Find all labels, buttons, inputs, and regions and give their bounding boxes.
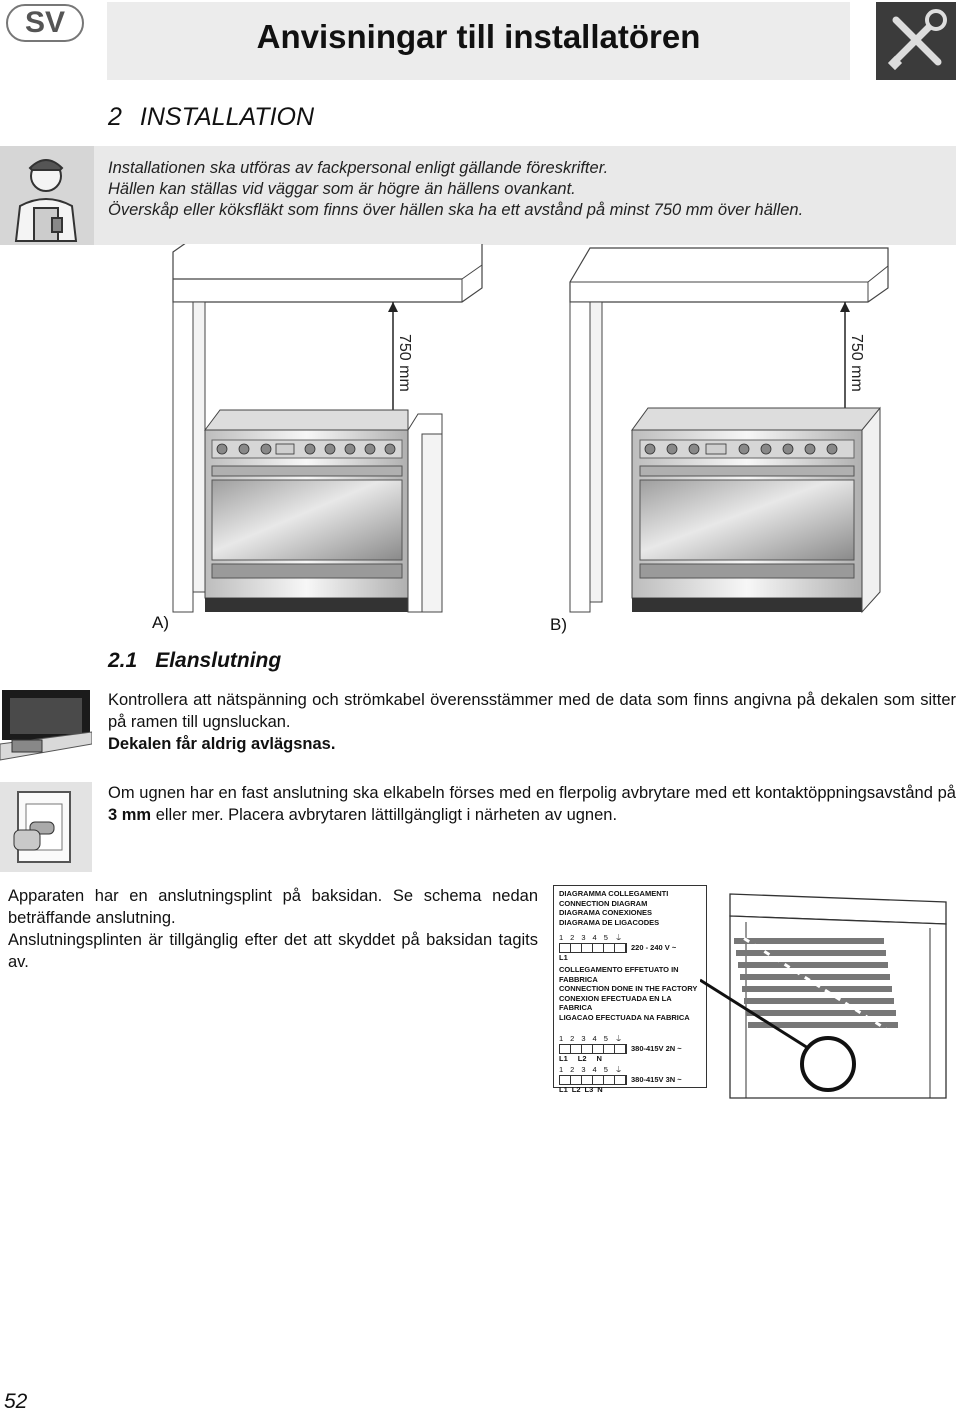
terminal-number: 3 <box>581 1034 586 1043</box>
gap-value: 3 mm <box>108 806 152 824</box>
terminal-number: 4 <box>592 933 597 942</box>
paragraph-decal-text: Kontrollera att nätspänning och strömkabel överensstämmer med de data som finns angivna på dekalen som sitter på ramen till ugnsluckan. <box>108 691 956 731</box>
voltage-label: 380-415V 3N ~ <box>631 1074 682 1084</box>
phase-labels-row3 <box>559 1085 701 1095</box>
tools-icon <box>876 2 956 80</box>
terminal-number: 5 <box>603 1034 608 1043</box>
terminal-number: 4 <box>592 1065 597 1074</box>
intro-line: Installationen ska utföras av fackpersonal enligt gällande föreskrifter. <box>108 159 609 177</box>
paragraph-switch-text: Om ugnen har en fast anslutning ska elkabeln förses med en flerpolig avbrytare med ett kontaktöppningsavstånd på <box>108 784 956 802</box>
phase-label: L1 <box>559 1084 568 1094</box>
subsection-title: Elanslutning <box>155 649 282 672</box>
voltage-label: 380-415V 2N ~ <box>631 1043 682 1053</box>
paragraph-terminal-line: Apparaten har en anslutningsplint på baksidan. Se schema nedan beträffande anslutning. <box>8 887 538 927</box>
installer-icon <box>0 146 94 245</box>
oven-back-illustration <box>700 888 956 1100</box>
terminal-number: 5 <box>603 933 608 942</box>
paragraph-switch <box>108 782 956 826</box>
dimension-label-a: 750 mm <box>396 334 413 392</box>
terminal-number: 2 <box>570 933 575 942</box>
terminal-block <box>559 943 627 953</box>
phase-label: L1 <box>559 952 568 962</box>
terminal-number: 2 <box>570 1065 575 1074</box>
phase-labels-row2 <box>559 1054 701 1064</box>
phase-label: L3 <box>584 1084 594 1094</box>
terminal-row2 <box>559 1044 701 1054</box>
terminal-block <box>559 1075 627 1085</box>
terminal-row1 <box>559 943 701 953</box>
terminal-number: 5 <box>603 1065 608 1074</box>
figure-caption-b: B) <box>550 615 567 634</box>
phase-label: L2 <box>577 1053 587 1063</box>
intro-line: Hällen kan ställas vid väggar som är högre än hällens ovankant. <box>108 180 576 198</box>
subsection-heading <box>108 649 281 673</box>
terminal-numbers-row2 <box>559 1034 701 1044</box>
paragraph-terminal <box>8 885 538 973</box>
language-badge: SV <box>6 4 84 42</box>
voltage-label: 220 - 240 V ~ <box>631 942 677 952</box>
factory-line: CONEXION EFECTUADA EN LA FABRICA <box>559 993 672 1012</box>
phase-label: L1 <box>559 1053 568 1063</box>
scene-a <box>173 244 482 612</box>
factory-line: CONNECTION DONE IN THE FACTORY <box>559 984 698 993</box>
phase-label: L2 <box>571 1084 581 1094</box>
oven-label-icon <box>0 688 92 764</box>
factory-line: LIGACAO EFECTUADA NA FABRICA <box>559 1012 690 1022</box>
paragraph-terminal-line: Anslutningsplinten är tillgänglig efter det att skyddet på baksidan tagits av. <box>8 931 538 971</box>
terminal-number: 1 <box>559 933 564 942</box>
terminal-number: 4 <box>592 1034 597 1043</box>
figure-caption-a: A) <box>152 613 169 632</box>
terminal-row3 <box>559 1075 701 1085</box>
ground-icon: ⏚ <box>614 1034 623 1043</box>
section-title: INSTALLATION <box>139 103 315 131</box>
scene-b <box>570 248 888 612</box>
ground-icon: ⏚ <box>614 933 623 942</box>
terminal-block <box>559 1044 627 1054</box>
section-number: 2 <box>108 103 122 131</box>
terminal-number: 3 <box>581 933 586 942</box>
terminal-number: 3 <box>581 1065 586 1074</box>
connection-diagram <box>553 885 707 1094</box>
terminal-number: 2 <box>570 1034 575 1043</box>
section-heading <box>108 103 314 132</box>
diagram-title: CONNECTION DIAGRAM <box>559 898 648 908</box>
subsection-number: 2.1 <box>108 649 138 672</box>
intro-line: Överskåp eller köksfläkt som finns över hällen ska ha ett avstånd på minst 750 mm över hällen. <box>108 201 804 219</box>
diagram-title: DIAGRAMMA COLLEGAMENTI <box>559 889 669 898</box>
paragraph-decal <box>108 689 956 755</box>
ground-icon: ⏚ <box>614 1065 623 1074</box>
warning-text: Dekalen får aldrig avlägsnas. <box>108 735 336 753</box>
page-number: 52 <box>4 1390 28 1413</box>
diagram-title: DIAGRAMA CONEXIONES <box>559 908 653 917</box>
switch-icon <box>0 782 92 872</box>
phase-label: N <box>596 1053 602 1063</box>
installation-figure <box>160 244 900 616</box>
diagram-title: DIAGRAMA DE LIGACODES <box>559 917 660 927</box>
terminal-numbers-row1 <box>559 933 701 943</box>
page-title: Anvisningar till installatören <box>256 18 701 55</box>
terminal-numbers-row3 <box>559 1065 701 1075</box>
factory-line: COLLEGAMENTO EFFETUATO IN FABBRICA <box>559 965 679 984</box>
intro-text <box>108 158 803 221</box>
dimension-label-b: 750 mm <box>848 334 865 392</box>
phase-label: N <box>597 1084 603 1094</box>
factory-notes <box>559 965 701 1022</box>
terminal-number: 1 <box>559 1065 564 1074</box>
terminal-number: 1 <box>559 1034 564 1043</box>
paragraph-switch-text-end: eller mer. Placera avbrytaren lättillgängligt i närheten av ugnen. <box>151 806 618 824</box>
